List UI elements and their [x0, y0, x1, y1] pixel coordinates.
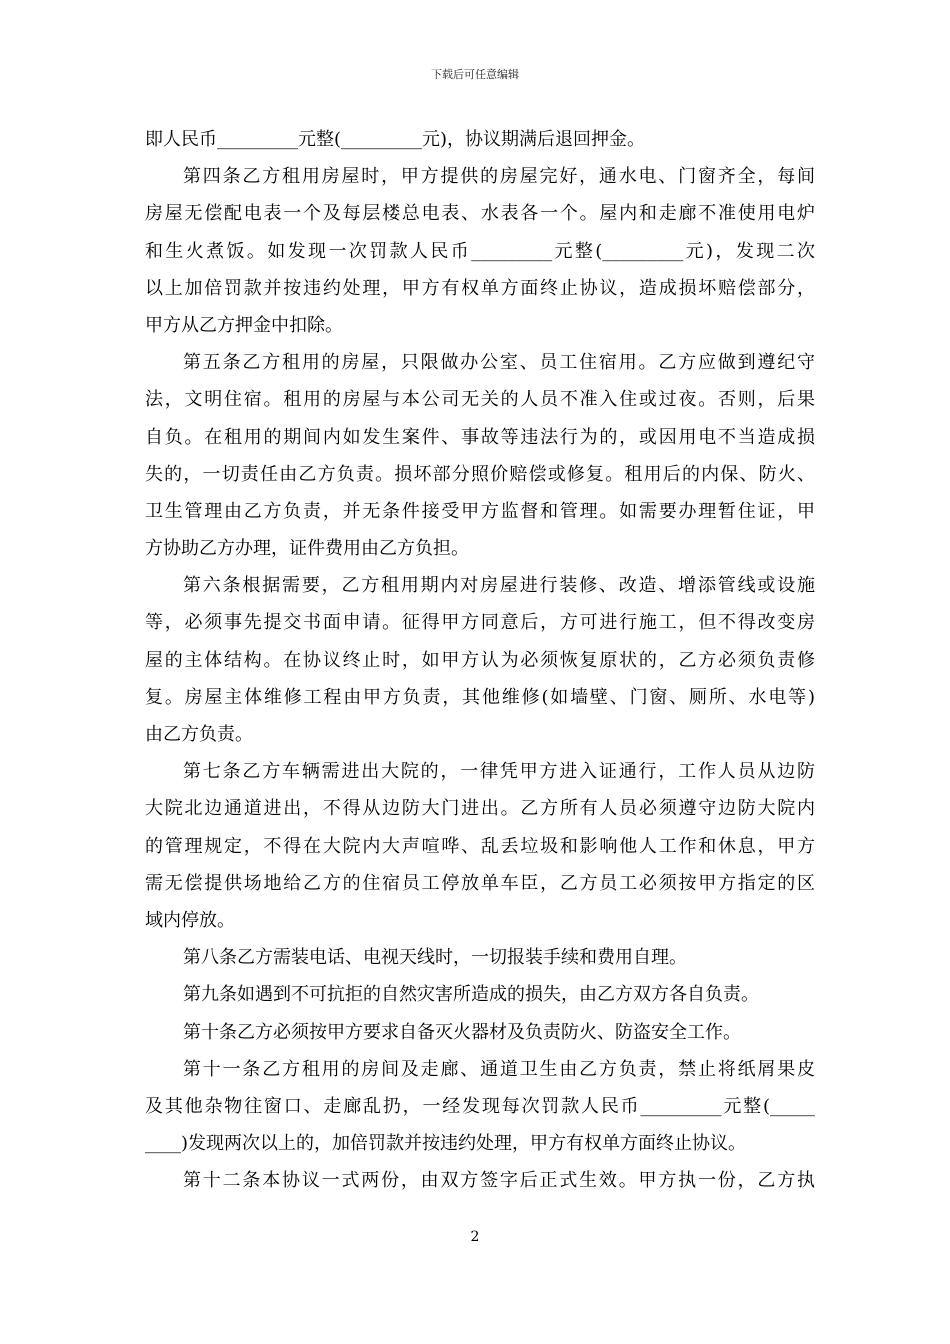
text-line: 第十二条本协议一式两份，由双方签字后正式生效。甲方执一份，乙方执	[183, 1170, 815, 1192]
text-line: 等，必须事先提交书面申请。征得甲方同意后，方可进行施工，但不得改变房	[145, 612, 815, 634]
text-line: 以上加倍罚款并按违约处理，甲方有权单方面终止协议，造成损坏赔偿部分，	[145, 277, 815, 299]
text-line: 第八条乙方需装电话、电视天线时，一切报装手续和费用自理。	[183, 947, 687, 969]
text-line: 方协助乙方办理，证件费用由乙方负担。	[145, 538, 469, 560]
text-line: 屋的主体结构。在协议终止时，如甲方认为必须恢复原状的，乙方必须负责修	[145, 649, 815, 671]
text-line: 需无偿提供场地给乙方的住宿员工停放单车臣，乙方员工必须按甲方指定的区	[145, 872, 815, 894]
text-line: 第十一条乙方租用的房间及走廊、通道卫生由乙方负责，禁止将纸屑果皮	[183, 1058, 815, 1080]
text-line: 法，文明住宿。租用的房屋与本公司无关的人员不准入住或过夜。否则，后果	[145, 389, 815, 411]
text-line: 第六条根据需要，乙方租用期内对房屋进行装修、改造、增添管线或设施	[183, 575, 815, 597]
text-line: 和生火煮饭。如发现一次罚款人民币_________元整(_________元)，发现二次	[145, 240, 815, 262]
text-line: 第五条乙方租用的房屋，只限做办公室、员工住宿用。乙方应做到遵纪守	[183, 352, 815, 374]
text-line: 房屋无偿配电表一个及每层楼总电表、水表各一个。屋内和走廊不准使用电炉	[145, 203, 815, 225]
text-line: 甲方从乙方押金中扣除。	[145, 314, 343, 336]
text-line: 第十条乙方必须按甲方要求自备灭火器材及负责防火、防盗安全工作。	[183, 1021, 741, 1043]
text-line: 失的，一切责任由乙方负责。损坏部分照价赔偿或修复。租用后的内保、防火、	[145, 463, 815, 485]
text-line: 的管理规定，不得在大院内大声喧哗、乱丢垃圾和影响他人工作和休息，甲方	[145, 835, 815, 857]
text-line: 第四条乙方租用房屋时，甲方提供的房屋完好，通水电、门窗齐全，每间	[183, 166, 815, 188]
text-line: 大院北边通道进出，不得从边防大门进出。乙方所有人员必须遵守边防大院内	[145, 798, 815, 820]
text-line: 及其他杂物往窗口、走廊乱扔，一经发现每次罚款人民币_________元整(_____	[145, 1095, 815, 1117]
page-number: 2	[470, 1229, 480, 1245]
text-line: 复。房屋主体维修工程由甲方负责，其他维修(如墙壁、门窗、厕所、水电等)	[145, 686, 815, 708]
text-line: 第七条乙方车辆需进出大院的，一律凭甲方进入证通行，工作人员从边防	[183, 761, 815, 783]
page-header: 下载后可任意编辑	[431, 68, 519, 81]
text-line: 自负。在租用的期间内如发生案件、事故等违法行为的，或因用电不当造成损	[145, 426, 815, 448]
text-line: 域内停放。	[145, 909, 235, 931]
text-line: 卫生管理由乙方负责，并无条件接受甲方监督和管理。如需要办理暂住证，甲	[145, 500, 815, 522]
text-line: 第九条如遇到不可抗拒的自然灾害所造成的损失，由乙方双方各自负责。	[183, 984, 759, 1006]
text-line: ____)发现两次以上的，加倍罚款并按违约处理，甲方有权单方面终止协议。	[145, 1133, 747, 1155]
text-line: 由乙方负责。	[145, 724, 253, 745]
document-body	[145, 121, 815, 1199]
text-line: 即人民币_________元整(_________元)，协议期满后退回押金。	[145, 129, 646, 150]
